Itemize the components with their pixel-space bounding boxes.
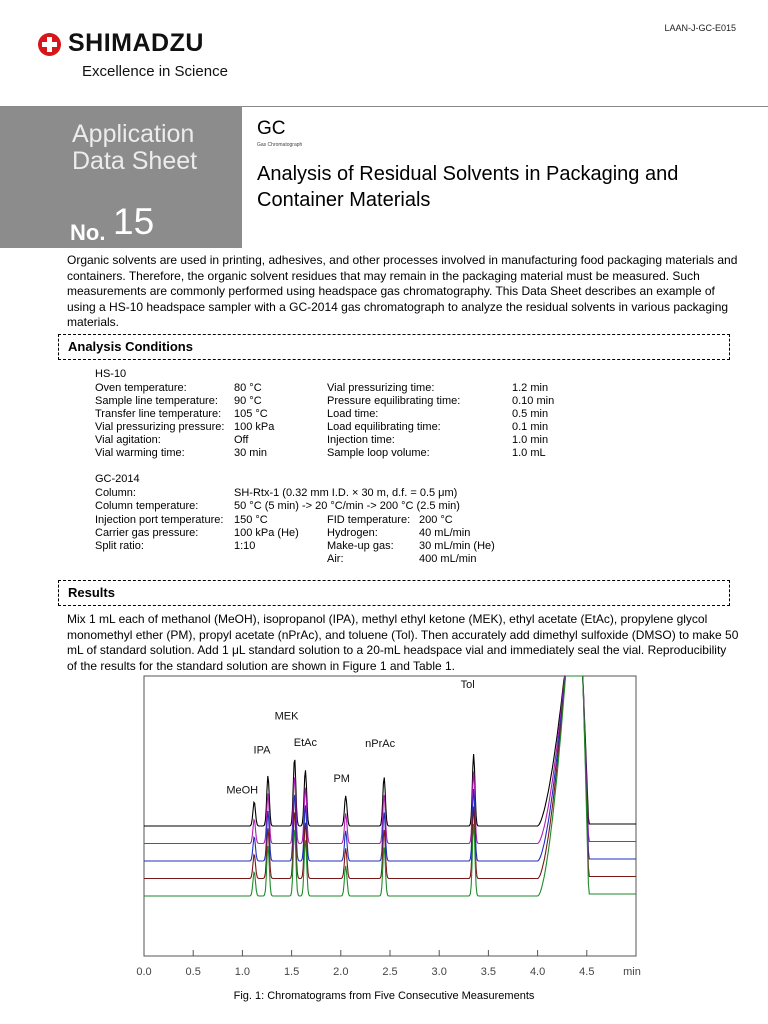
analysis-conditions-title: Analysis Conditions [68, 339, 193, 354]
hs10-title: HS-10 [95, 368, 127, 380]
peak-label: EtAc [293, 736, 317, 749]
condition-value: 50 °C (5 min) -> 20 °C/min -> 200 °C (2.5 min) [234, 500, 460, 512]
condition-label: Injection time: [327, 434, 395, 446]
chromatogram-chart [136, 676, 641, 988]
sheet-number: 15 [113, 201, 155, 242]
x-tick-label: 3.0 [431, 966, 447, 978]
condition-value: 1:10 [234, 540, 256, 552]
chromatogram-trace [144, 676, 636, 861]
analysis-conditions-header [58, 334, 730, 360]
condition-value: 1.0 min [512, 434, 549, 446]
condition-label: Vial pressurizing pressure: [95, 421, 225, 433]
condition-value: 80 °C [234, 382, 262, 394]
condition-value: 90 °C [234, 395, 262, 407]
peak-label: nPrAc [365, 738, 396, 751]
x-tick-label: 1.0 [234, 966, 251, 978]
condition-label: Transfer line temperature: [95, 408, 222, 420]
logo-mark-icon [38, 33, 61, 56]
x-tick-label: 3.5 [480, 966, 497, 978]
results-title: Results [68, 585, 115, 600]
category-sublabel: Gas Chromatograph [257, 142, 303, 148]
condition-label: Carrier gas pressure: [95, 527, 199, 539]
document-code: LAAN-J-GC-E015 [664, 23, 736, 33]
condition-label: Hydrogen: [327, 527, 378, 539]
peak-label: Tol [460, 679, 475, 691]
sheet-number-label: No. [70, 220, 106, 245]
brand-name: SHIMADZU [68, 29, 204, 57]
results-paragraph: Mix 1 mL each of methanol (MeOH), isopropanol (IPA), methyl ethyl ketone (MEK), ethyl acetate (EtAc), propylene glycol monomethyl ether (PM), propyl acetate (nPrAc), and toluene (Tol). Then accurately add dimethyl sulfoxide (DMSO) to make 50 mL of standard solution. Add 1 μL standard solution to a 20-mL headspace vial and immediately seal the vial. Reproducibility of the results for the standard solution are shown in Figure 1 and Table 1. [67, 612, 739, 673]
condition-value: 1.2 min [512, 382, 549, 394]
x-tick-label: 0.0 [136, 966, 152, 978]
category-label: GC [257, 118, 286, 139]
condition-value: 0.10 min [512, 395, 555, 407]
condition-label: Column: [95, 487, 136, 499]
condition-label: Split ratio: [95, 540, 144, 552]
condition-label: Air: [327, 553, 344, 565]
results-header [58, 580, 730, 606]
x-tick-label: 1.5 [283, 966, 300, 978]
peak-label: PM [333, 772, 350, 785]
x-tick-label: 4.0 [529, 966, 546, 978]
condition-value: 30 mL/min (He) [419, 540, 495, 552]
condition-value: 105 °C [234, 408, 268, 420]
brand-tagline: Excellence in Science [82, 63, 228, 80]
condition-value: 150 °C [234, 514, 268, 526]
condition-label: Oven temperature: [95, 382, 187, 394]
condition-label: FID temperature: [327, 514, 411, 526]
condition-value: 200 °C [419, 514, 453, 526]
condition-value: 30 min [234, 447, 268, 459]
condition-value: 0.5 min [512, 408, 549, 420]
condition-label: Load time: [327, 408, 379, 420]
condition-value: SH-Rtx-1 (0.32 mm I.D. × 30 m, d.f. = 0.5 μm) [234, 487, 458, 499]
gc2014-title: GC-2014 [95, 473, 140, 485]
logo-plus-icon [38, 33, 61, 56]
x-tick-label: 2.5 [382, 966, 398, 978]
peak-label: MeOH [226, 784, 259, 797]
condition-label: Vial agitation: [95, 434, 161, 446]
peak-label: IPA [253, 744, 271, 757]
sheet-label-line1: Application [72, 120, 195, 148]
page-title: Analysis of Residual Solvents in Packaging and Container Materials [257, 163, 679, 211]
peak-label: MEK [274, 710, 299, 723]
intro-paragraph: Organic solvents are used in printing, adhesives, and other processes involved in manufacturing food packaging materials and containers. Therefore, the organic solvent residues that may remain in the packaging material must be measured. Such measurements are commonly performed using headspace gas chromatography. This Data Sheet describes an example of using a HS-10 headspace sampler with a GC-2014 gas chromatograph to analyze the residual solvents in various packaging materials. [67, 253, 738, 329]
condition-label: Sample line temperature: [95, 395, 218, 407]
condition-label: Sample loop volume: [327, 447, 430, 459]
x-tick-label: 2.0 [333, 966, 349, 978]
condition-value: 100 kPa (He) [234, 527, 299, 539]
condition-value: 1.0 mL [512, 447, 546, 459]
condition-value: 100 kPa [234, 421, 275, 433]
condition-label: Load equilibrating time: [327, 421, 441, 433]
x-tick-label: 4.5 [579, 966, 595, 978]
application-data-sheet-block [0, 107, 242, 248]
condition-value: Off [234, 434, 249, 446]
condition-value: 0.1 min [512, 421, 549, 433]
condition-label: Column temperature: [95, 500, 199, 512]
x-tick-label: 0.5 [185, 966, 201, 978]
figure-caption: Fig. 1: Chromatograms from Five Consecutive Measurements [233, 990, 535, 1002]
x-axis-label: min [623, 966, 641, 978]
condition-label: Make-up gas: [327, 540, 394, 552]
condition-value: 40 mL/min [419, 527, 471, 539]
condition-label: Vial warming time: [95, 447, 185, 459]
chromatogram-trace [144, 676, 636, 879]
sheet-label-line2: Data Sheet [72, 147, 198, 175]
condition-label: Pressure equilibrating time: [327, 395, 461, 407]
condition-value: 400 mL/min [419, 553, 477, 565]
condition-label: Injection port temperature: [95, 514, 224, 526]
condition-label: Vial pressurizing time: [327, 382, 435, 394]
